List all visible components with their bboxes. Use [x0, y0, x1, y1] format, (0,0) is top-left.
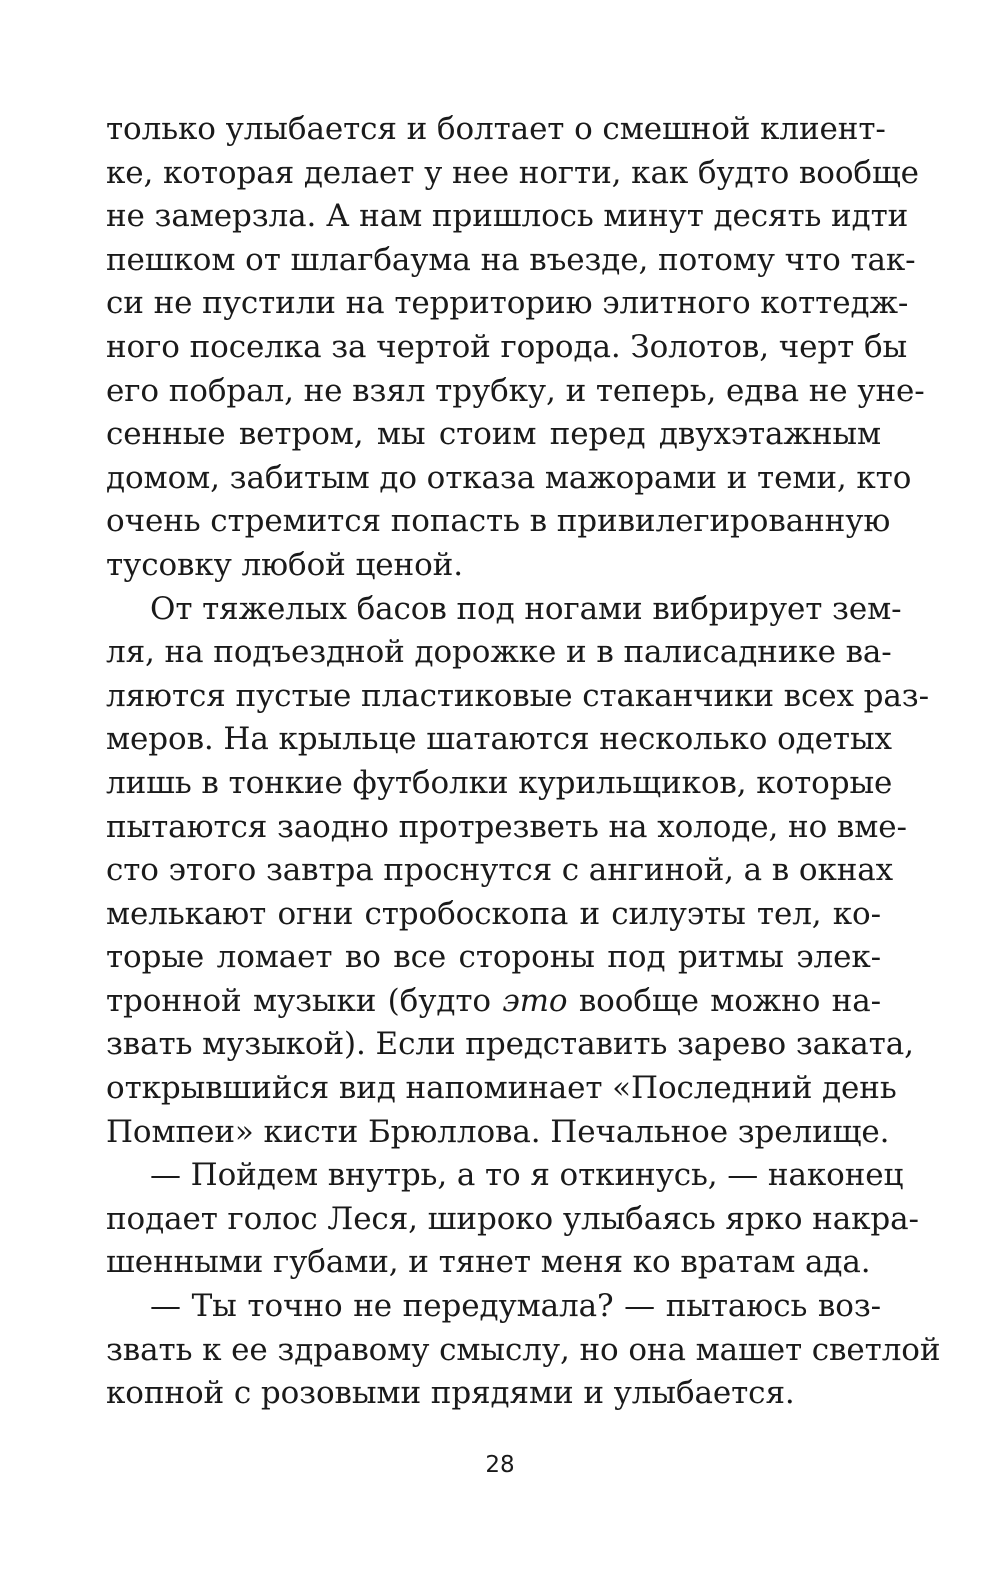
text-segment: вообще можно на- — [567, 982, 881, 1019]
paragraph-1 — [106, 108, 925, 588]
text-line: его побрал, не взял трубку, и теперь, едва не уне- — [106, 372, 925, 409]
text-line: шенными губами, и тянет меня ко вратам ада. — [106, 1244, 871, 1281]
text-line: только улыбается и болтает о смешной клиент- — [106, 111, 886, 147]
text-line: тусовку любой ценой. — [106, 546, 463, 583]
text-line: копной с розовыми прядями и улыбается. — [106, 1375, 795, 1412]
text-line: ке, которая делает у нее ногти, как будто вообще — [106, 154, 919, 191]
text-segment: тронной музыки (будто — [106, 982, 503, 1019]
text-line: подает голос Леся, широко улыбаясь ярко накра- — [106, 1200, 919, 1237]
text-line: звать к ее здравому смыслу, но она машет светлой — [106, 1331, 941, 1368]
text-line: открывшийся вид напоминает «Последний день — [106, 1070, 897, 1107]
page-number: 28 — [485, 1452, 515, 1478]
text-line: не замерзла. А нам пришлось минут десять идти — [106, 198, 909, 235]
text-line: ляются пустые пластиковые стаканчики всех раз- — [106, 677, 929, 714]
paragraph-2 — [106, 588, 929, 1155]
text-line: меров. На крыльце шатаются несколько одетых — [106, 721, 892, 758]
text-line: сенные ветром, мы стоим перед двухэтажным — [106, 416, 881, 453]
italic-word: это — [502, 982, 568, 1019]
paragraph-3 — [106, 1154, 919, 1285]
text-line: От тяжелых басов под ногами вибрирует зем- — [150, 590, 902, 627]
text-line: пытаются заодно протрезветь на холоде, но вме- — [106, 808, 907, 845]
text-line: пешком от шлагбаума на въезде, потому что так- — [106, 241, 916, 278]
text-line: Помпеи» кисти Брюллова. Печальное зрелище. — [106, 1113, 890, 1150]
text-line: домом, забитым до отказа мажорами и теми, кто — [106, 459, 912, 496]
text-line: сто этого завтра проснутся с ангиной, а в окнах — [106, 852, 894, 889]
text-line: торые ломает во все стороны под ритмы элек- — [106, 939, 881, 976]
text-line: — Пойдем внутрь, а то я откинусь, — наконец — [150, 1157, 904, 1194]
text-line: очень стремится попасть в привилегированную — [106, 503, 891, 540]
text-line: звать музыкой). Если представить зарево заката, — [106, 1026, 914, 1063]
text-line: мелькают огни стробоскопа и силуэты тел, ко- — [106, 895, 881, 932]
text-line: лишь в тонкие футболки курильщиков, которые — [106, 764, 893, 801]
text-line-with-italic — [106, 980, 881, 1024]
text-line: си не пустили на территорию элитного коттедж- — [106, 285, 909, 322]
page-body-text — [106, 108, 941, 1416]
text-line: ля, на подъездной дорожке и в палисаднике ва- — [106, 634, 892, 671]
text-line: — Ты точно не передумала? — пытаюсь воз- — [150, 1288, 881, 1325]
text-line: ного поселка за чертой города. Золотов, черт бы — [106, 328, 908, 365]
paragraph-4 — [106, 1285, 941, 1416]
